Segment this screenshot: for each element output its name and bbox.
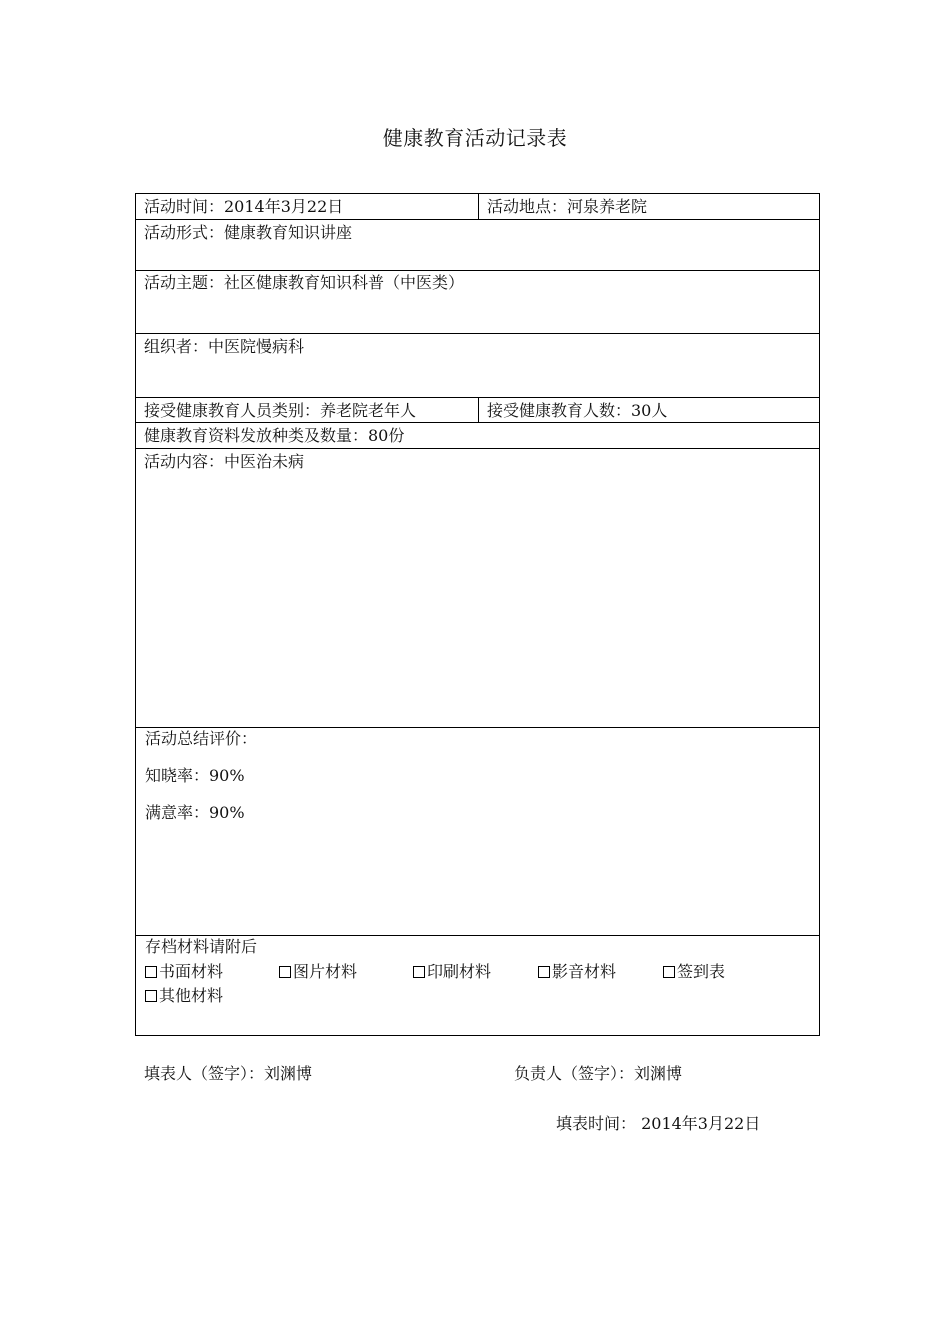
responsible-signature: 负责人（签字）：刘渊博 (514, 1064, 683, 1083)
row-archive (136, 935, 819, 1037)
row-materials (136, 422, 819, 448)
satisfaction-rate: 满意率：90% (145, 803, 245, 822)
checkbox-icon (145, 990, 157, 1002)
row-summary[interactable] (136, 727, 819, 935)
checkbox-signin[interactable] (663, 961, 725, 983)
record-form (135, 193, 820, 1036)
audience-count-field[interactable]: 接受健康教育人数：30人 (478, 398, 821, 422)
page-title: 健康教育活动记录表 (382, 126, 568, 150)
row-audience (136, 397, 819, 422)
checkbox-label: 其他材料 (159, 986, 224, 1005)
checkbox-icon (663, 966, 675, 978)
checkbox-icon (538, 966, 550, 978)
checkbox-label: 书面材料 (159, 962, 224, 981)
checkbox-audiovisual[interactable] (538, 961, 616, 983)
row-content (136, 448, 819, 727)
archive-heading: 存档材料请附后 (145, 937, 258, 956)
row-time-place (136, 194, 819, 219)
checkbox-written[interactable] (145, 961, 223, 983)
checkbox-photos[interactable] (279, 961, 357, 983)
fill-date: 填表时间： 2014年3月22日 (556, 1114, 761, 1133)
checkbox-label: 影音材料 (552, 962, 617, 981)
checkbox-icon (413, 966, 425, 978)
row-organizer (136, 333, 819, 397)
filler-signature: 填表人（签字）：刘渊博 (144, 1064, 313, 1083)
checkbox-label: 印刷材料 (427, 962, 492, 981)
materials-field[interactable]: 健康教育资料发放种类及数量：80份 (144, 426, 405, 445)
checkbox-icon (279, 966, 291, 978)
checkbox-icon (145, 966, 157, 978)
checkbox-label: 签到表 (677, 962, 726, 981)
checkbox-printed[interactable] (413, 961, 491, 983)
row-theme (136, 270, 819, 333)
row-format (136, 219, 819, 270)
checkbox-other[interactable] (145, 985, 223, 1007)
awareness-rate: 知晓率：90% (145, 766, 245, 785)
summary-heading: 活动总结评价： (145, 729, 258, 748)
activity-time-field[interactable]: 活动时间：2014年3月22日 (144, 197, 344, 216)
organizer-field[interactable]: 组织者：中医院慢病科 (144, 337, 305, 356)
activity-place-field[interactable]: 活动地点：河泉养老院 (478, 194, 821, 219)
activity-theme-field[interactable]: 活动主题：社区健康教育知识科普（中医类） (144, 273, 465, 292)
audience-type-field[interactable]: 接受健康教育人员类别：养老院老年人 (144, 401, 417, 420)
activity-content-field[interactable]: 活动内容：中医治未病 (144, 452, 305, 471)
activity-format-field[interactable]: 活动形式：健康教育知识讲座 (144, 223, 353, 242)
checkbox-label: 图片材料 (293, 962, 358, 981)
